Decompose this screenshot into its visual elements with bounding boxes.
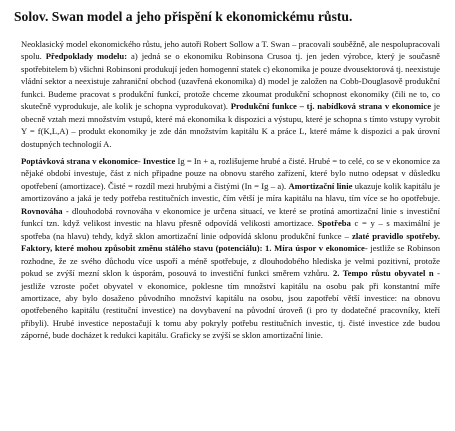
text-run: Ig = In + a, rozlišujeme hrubé a čisté. Hrubé = to celé, co se v ekonomice za nějaké období investuje, část z nich připadne pouze na obnovu starého zařízení, které bylo nutno odepsat v důsledku opotřebení (amortizace). Čisté = rozdíl mezi hrubými a čistými (In = Ig – a). [21,156,440,191]
text-run: je obecně vztah mezi množstvím vstupů, které má ekonomika k dispozici a výstupu, které je schopna s tímto vstupy vyrobit Y = f(K,L,A) – produkt ekonomiky je zde dán množstvím kapitálu K a práce L, které máme k dispozici a pak úrovní dostupných technologií A. [21,101,441,149]
bold-text-run: Spotřeba [317,218,351,229]
bold-text-run: Amortizační linie [288,180,353,191]
document-title: Solov. Swan model a jeho přispění k ekonomickému růstu. [14,9,353,24]
text-run: c = y – s maximální je spotřeba (na hlavu) tehdy, když sklon amortizační linie odpovídá sklonu produkční funkce – [21,218,440,241]
paragraph-model-assumptions [21,38,440,150]
bold-text-run: Faktory, které mohou způsobit změnu stálého stavu (potenciálu): 1. Míra úspor v ekonomice [21,243,365,254]
bold-text-run: Předpoklady modelu: [45,51,128,62]
bold-text-run: Produkční funkce – tj. nabídková strana v ekonomice [230,101,432,112]
bold-text-run: zlaté pravidlo spotřeby. [352,230,440,241]
text-run: Neoklasický model ekonomického růstu, jeho autoři Robert Sollow a T. Swan – pracovali souběžně, ale nespolupracovali spolu. [21,39,440,62]
bold-text-run: Poptávková strana v ekonomice- Investice [21,156,176,166]
bold-text-run: 2. Tempo růstu obyvatel n [332,268,434,279]
text-run: - jestliže se Robinson rozhodne, že ze svého důchodu více uspoří a méně spotřebuje, z dlouhodobého hlediska je velmi pozitivní, protože pokud se zvýší mezní sklon k úsporám, posouvá to investiční funkci směrem vzhůru. [21,243,440,279]
bold-text-run: Rovnováha [21,205,63,216]
text-run: a) jedná se o ekonomiku Robinsona Crusoa tj. jen jeden výrobce, který je současně spotřebitelem b) všichni Robinsoni produkují jeden homogenní statek c) ekonomika je pouze dvousektorová tj. neexistuje vládní sektor a neexistuje zahraniční obchod (uzavřená ekonomika) d) model je založen na Cobb-Douglasově produkční funkci. Budeme pracovat s produkční funkcí, protože chceme zkoumat produkční schopnost ekonomiky (čili ne to, co skutečně vyprodukuje, ale kolik je schopna vyprodukovat). [21,51,440,112]
text-run: - dlouhodobá rovnováha v ekonomice je určena situací, ve které se protíná amortizační linie s investiční funkcí tzn. když velikost investic na hlavu přesně odpovídá velikosti amortizace. [21,205,440,229]
text-run: ukazuje kolik kapitálu je amortizováno a jaká je tedy potřeba restitučních investic, čím větší je míra kapitálu na hlavu, tím více se ho opotřebuje. [21,180,440,204]
text-run: - jestliže vzroste počet obyvatel v ekonomice, poklesne tím množství kapitálu na osobu pak při konstantní míře amortizace, aby bylo dosaženo původního množství kapitálu na osobu, jsou zapotřebí větší investice: na obnovu opotřebeného kapitálu (restituční investice) na dovybavení na původní úroveň (i pro ty dodatečné pracovníky, kteří přibyli). Hrubé investice nepostačují k tomu aby pokryly potřebu restitučních investic, tj. čisté investice zde budou záporné, bude docházet k redukci kapitálu. Graficky se zvýší se sklon amortizační linie. [21,268,441,341]
paragraph-demand-side [21,155,440,342]
